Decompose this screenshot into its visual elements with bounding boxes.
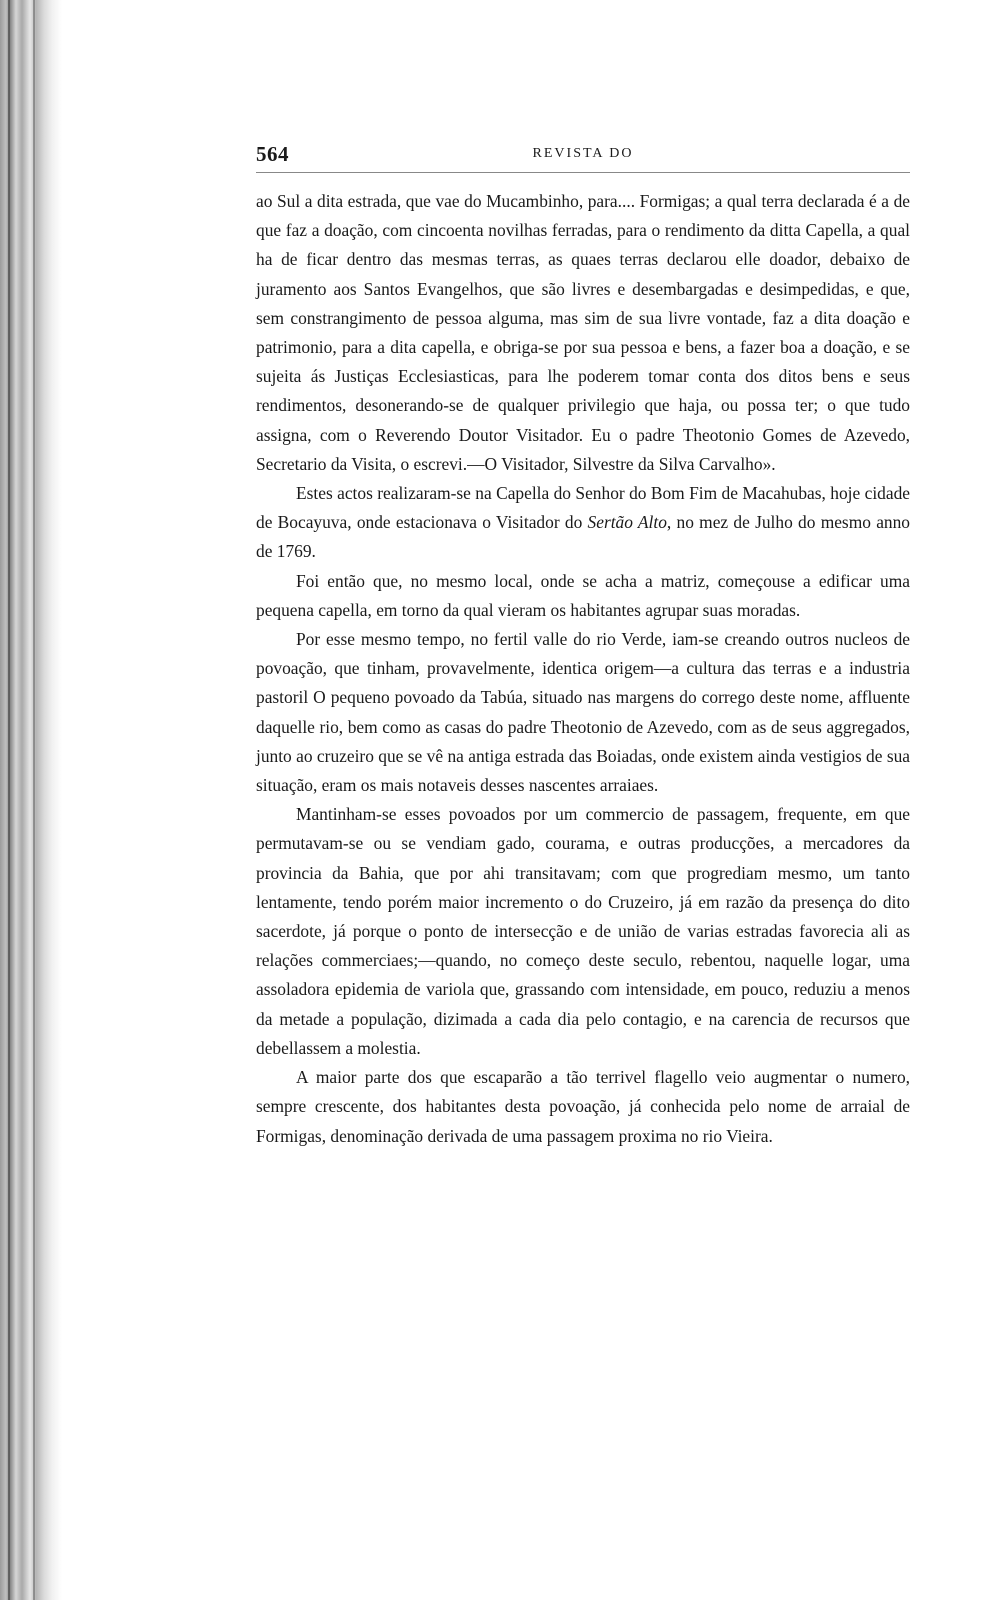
page-body [256, 142, 910, 1151]
paragraph-2-italic-place: Sertão Alto [587, 512, 667, 533]
page-number: 564 [256, 142, 289, 166]
paragraph-2-text-after: , no mez de Julho do mesmo anno de 1769. [256, 512, 910, 562]
paragraph-2 [256, 479, 910, 567]
paragraph-2-text-before: Estes actos realizaram-se na Capella do Senhor do Bom Fim de Macahubas, hoje cidade de Bocayuva, onde estacionava o Visitador do [256, 483, 910, 533]
paragraph-4: Por esse mesmo tempo, no fertil valle do rio Verde, iam-se creando outros nucleos de povoação, que tinham, provavelmente, identica origem—a cultura das terras e a industria pastoril O pequeno povoado da Tabúa, situado nas margens do corrego deste nome, affluente daquelle rio, bem como as casas do padre Theotonio de Azevedo, com as de seus aggregados, junto ao cruzeiro que se vê na antiga estrada das Boiadas, onde existem ainda vestigios de sua situação, eram os mais notaveis desses nascentes arraiaes. [256, 629, 910, 796]
running-head: REVISTA DO [532, 146, 634, 161]
paragraph-1: ao Sul a dita estrada, que vae do Mucambinho, para.... Formigas; a qual terra declarada é a de que faz a doação, com cincoenta novilhas ferradas, para o rendimento da ditta Capella, a qual ha de ficar dentro das mesmas terras, as quaes terras declarou elle doador, debaixo de juramento aos Santos Evangelhos, que são livres e desembargadas e desimpedidas, e que, sem constrangimento de pessoa alguma, mas sim de sua livre vontade, faz a dita doação e patrimonio, para a dita capella, e obriga-se por sua pessoa e bens, a fazer boa a doação, e se sujeita ás Justiças Ecclesiasticas, para lhe poderem tomar conta dos ditos bens e seus rendimentos, desonerando-se de qualquer privilegio que haja, ou possa ter; o que tudo assigna, com o Reverendo Doutor Visitador. Eu o padre Theotonio Gomes de Azevedo, Secretario da Visita, o escrevi.—O Visitador, Silvestre da Silva Carvalho». [256, 191, 910, 474]
page-header [256, 142, 910, 173]
paragraph-3: Foi então que, no mesmo local, onde se acha a matriz, começouse a edificar uma pequena capella, em torno da qual vieram os habitantes agrupar suas moradas. [256, 570, 910, 620]
gutter-line [33, 0, 35, 1600]
paragraph-5: Mantinham-se esses povoados por um commercio de passagem, frequente, em que permutavam-se ou se vendiam gado, courama, e outras producções, a mercadores da provincia da Bahia, que por ahi transitavam; com que progrediam mesmo, um tanto lentamente, tendo porém maior incremento o do Cruzeiro, já em razão da presença do dito sacerdote, já porque o ponto de intersecção e de união de varias estradas favorecia ali as relações commerciaes;—quando, no começo deste seculo, rebentou, naquelle logar, uma assoladora epidemia de variola que, grassando com intensidade, em pouco, reduziu a menos da metade a população, dizimada a cada dia pelo contagio, e na carencia de recursos que debellassem a molestia. [256, 804, 910, 1058]
paragraph-6: A maior parte dos que escaparão a tão terrivel flagello veio augmentar o numero, sempre crescente, dos habitantes desta povoação, já conhecida pelo nome de arraial de Formigas, denominação derivada de uma passagem proxima no rio Vieira. [256, 1067, 910, 1146]
gutter-line [8, 0, 10, 1600]
